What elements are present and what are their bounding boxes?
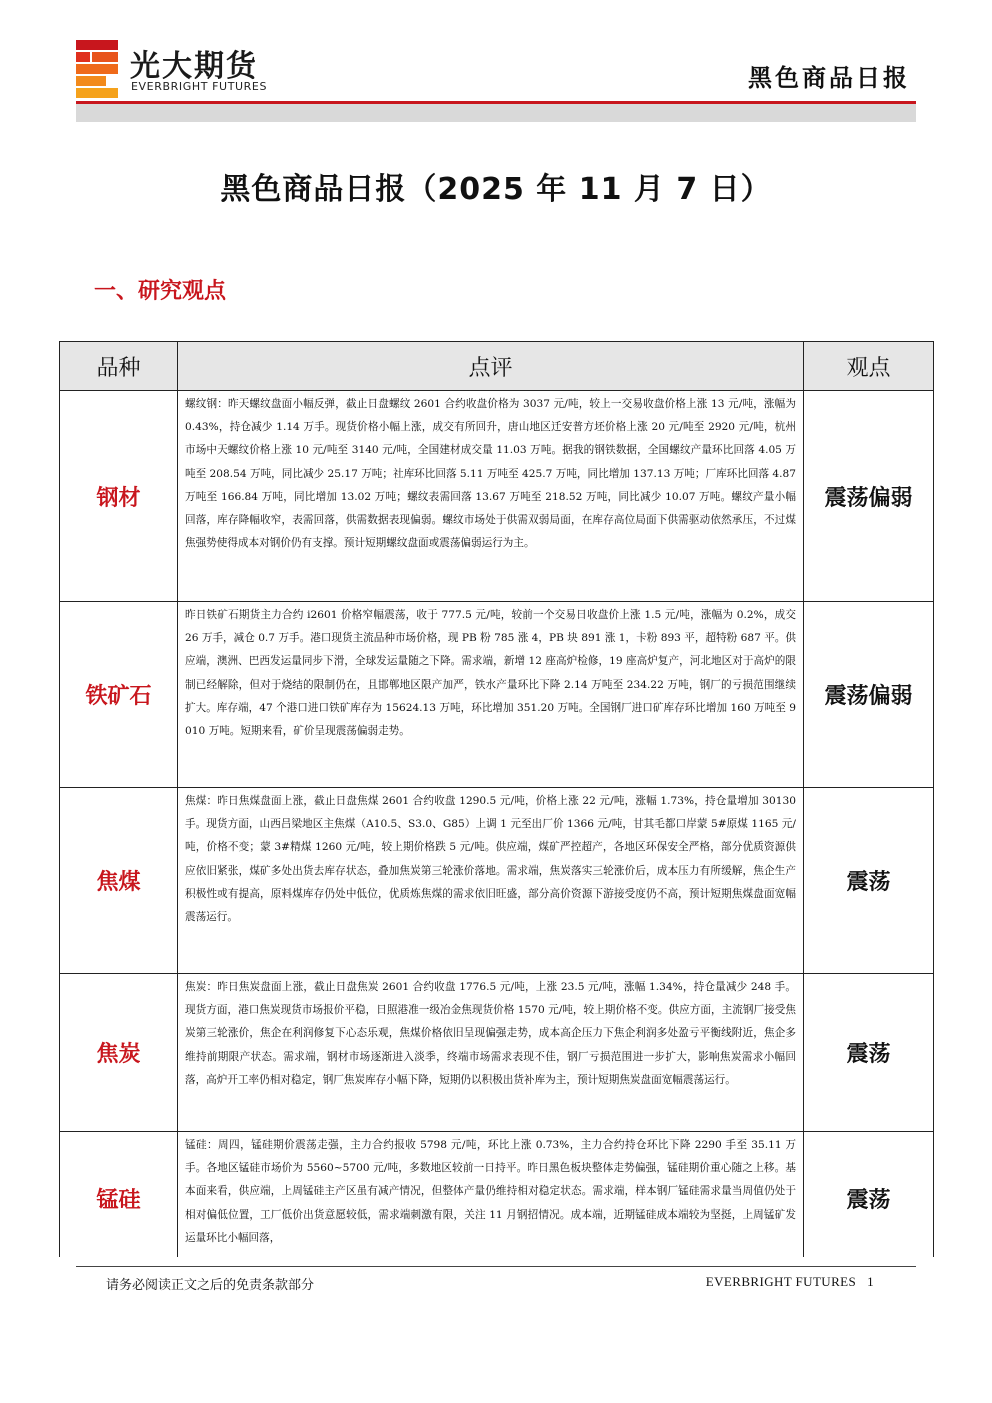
variety-view: 震荡 (804, 974, 934, 1132)
everbright-logo-icon (76, 40, 118, 98)
variety-name: 焦炭 (60, 974, 178, 1132)
page-header (0, 0, 992, 125)
footer-company-page (706, 1274, 874, 1290)
report-type: 黑色商品日报 (748, 64, 910, 92)
variety-comment: 锰硅：周四，锰硅期价震荡走强，主力合约报收 5798 元/吨，环比上涨 0.73%，主力合约持仓环比下降 2290 手至 35.11 万手。各地区锰硅市场价为 5560~5700 元/吨，多数地区较前一日持平。昨日黑色板块整体走势偏强，锰硅期价重心随之上移。基本面来看，供应端，上周锰硅主产区虽有减产情况，但整体产量仍维持相对稳定状态。需求端，样本钢厂锰硅需求量当周值仍处于相对偏低位置，工厂低价出货意愿较低，需求端刺激有限，关注 11 月钢招情况。成本端，近期锰硅成本端较为坚挺，上周锰矿发运量环比小幅回落， (178, 1132, 804, 1265)
table-row (60, 788, 934, 974)
document-title: 黑色商品日报（2025 年 11 月 7 日） (220, 172, 772, 207)
table-row (60, 391, 934, 602)
header-variety: 品种 (60, 342, 178, 391)
header-view: 观点 (804, 342, 934, 391)
variety-view: 震荡 (804, 1132, 934, 1265)
section-title: 一、研究观点 (94, 279, 227, 304)
logo-english-name: EVERBRIGHT FUTURES (131, 80, 268, 93)
table-header-row (60, 342, 934, 391)
variety-name: 钢材 (60, 391, 178, 602)
variety-comment: 焦煤：昨日焦煤盘面上涨，截止日盘焦煤 2601 合约收盘 1290.5 元/吨，价格上涨 22 元/吨，涨幅 1.73%，持仓量增加 30130 手。现货方面，山西吕梁地区主焦煤（A10.5、S3.0、G85）上调 1 元至出厂价 1366 元/吨，甘其毛都口岸蒙 5#原煤 1165 元/吨，价格不变；蒙 3#精煤 1260 元/吨，较上期价格跌 5 元/吨。供应端，煤矿严控超产，各地区环保安全严格，部分优质资源供应依旧紧张，煤矿多处出货去库存状态，叠加焦炭第三轮涨价落地。需求端，焦炭落实三轮涨价后，成本压力有所缓解，焦企生产积极性或有提高，原料煤库存仍处中低位，优质炼焦煤的需求依旧旺盛，部分高价资源下游接受度仍不高，预计短期焦煤盘面宽幅震荡运行。 (178, 788, 804, 974)
footer-company: EVERBRIGHT FUTURES (705, 1274, 857, 1289)
footer-disclaimer: 请务必阅读正文之后的免责条款部分 (106, 1278, 315, 1293)
page-number: 1 (867, 1274, 874, 1289)
logo-chinese-name: 光大期货 (130, 49, 258, 84)
research-views-table (59, 341, 934, 1265)
variety-comment: 螺纹钢：昨天螺纹盘面小幅反弹，截止日盘螺纹 2601 合约收盘价格为 3037 元/吨，较上一交易收盘价格上涨 13 元/吨，涨幅为 0.43%，持仓减少 1.14 万手。现货价格小幅上涨，成交有所回升，唐山地区迁安普方坯价格上涨 20 元/吨至 2920 元/吨，杭州市场中天螺纹价格上涨 10 元/吨至 3140 元/吨，全国建材成交量 11.03 万吨。据我的钢铁数据，全国螺纹产量环比回落 4.05 万吨至 208.54 万吨，同比减少 25.17 万吨；社库环比回落 5.11 万吨至 425.7 万吨，同比增加 137.13 万吨；厂库环比回落 4.87 万吨至 166.84 万吨，同比增加 13.02 万吨；螺纹表需回落 13.67 万吨至 218.52 万吨，同比减少 10.07 万吨。螺纹产量小幅回落，库存降幅收窄，表需回落，供需数据表现偏弱。螺纹市场处于供需双弱局面，在库存高位局面下供需驱动依然承压，不过煤焦强势使得成本对钢价仍有支撑。预计短期螺纹盘面或震荡偏弱运行为主。 (178, 391, 804, 602)
variety-name: 焦煤 (60, 788, 178, 974)
variety-name: 铁矿石 (60, 602, 178, 788)
variety-comment: 焦炭：昨日焦炭盘面上涨，截止日盘焦炭 2601 合约收盘 1776.5 元/吨，上涨 23.5 元/吨，涨幅 1.34%，持仓量减少 248 手。现货方面，港口焦炭现货市场报价平稳，日照港准一级冶金焦现货价格 1570 元/吨，较上期价格不变。供应方面，主流钢厂接受焦炭第三轮涨价，焦企在利润修复下心态乐观，焦煤价格依旧呈现偏强走势，成本高企压力下焦企利润多处盈亏平衡线附近，焦企多维持前期限产状态。需求端，钢材市场逐渐进入淡季，终端市场需求表现不佳，钢厂亏损范围进一步扩大，影响焦炭需求小幅回落，高炉开工率仍相对稳定，钢厂焦炭库存小幅下降，短期仍以积极出货补库为主，预计短期焦炭盘面宽幅震荡运行。 (178, 974, 804, 1132)
variety-view: 震荡 (804, 788, 934, 974)
footer-divider (76, 1266, 916, 1267)
header-comment: 点评 (178, 342, 804, 391)
table-row (60, 1132, 934, 1265)
variety-view: 震荡偏弱 (804, 391, 934, 602)
variety-view: 震荡偏弱 (804, 602, 934, 788)
variety-comment: 昨日铁矿石期货主力合约 i2601 价格窄幅震荡，收于 777.5 元/吨，较前一个交易日收盘价上涨 1.5 元/吨，涨幅为 0.2%，成交 26 万手，减仓 0.7 万手。港口现货主流品种市场价格，现 PB 粉 785 涨 4，PB 块 891 涨 1，卡粉 893 平，超特粉 687 平。供应端，澳洲、巴西发运量同步下滑，全球发运量随之下降。需求端，新增 12 座高炉检修，19 座高炉复产，河北地区对于高炉的限制已经解除，但对于烧结的限制仍在，且邯郸地区限产加严，铁水产量环比下降 2.14 万吨至 234.22 万吨，钢厂的亏损范围继续扩大。库存端，47 个港口进口铁矿库存为 15624.13 万吨，环比增加 351.20 万吨。全国钢厂进口矿库存环比增加 160 万吨至 9010 万吨。短期来看，矿价呈现震荡偏弱走势。 (178, 602, 804, 788)
variety-name: 锰硅 (60, 1132, 178, 1265)
table-row (60, 602, 934, 788)
table-row (60, 974, 934, 1132)
header-band (76, 104, 916, 122)
